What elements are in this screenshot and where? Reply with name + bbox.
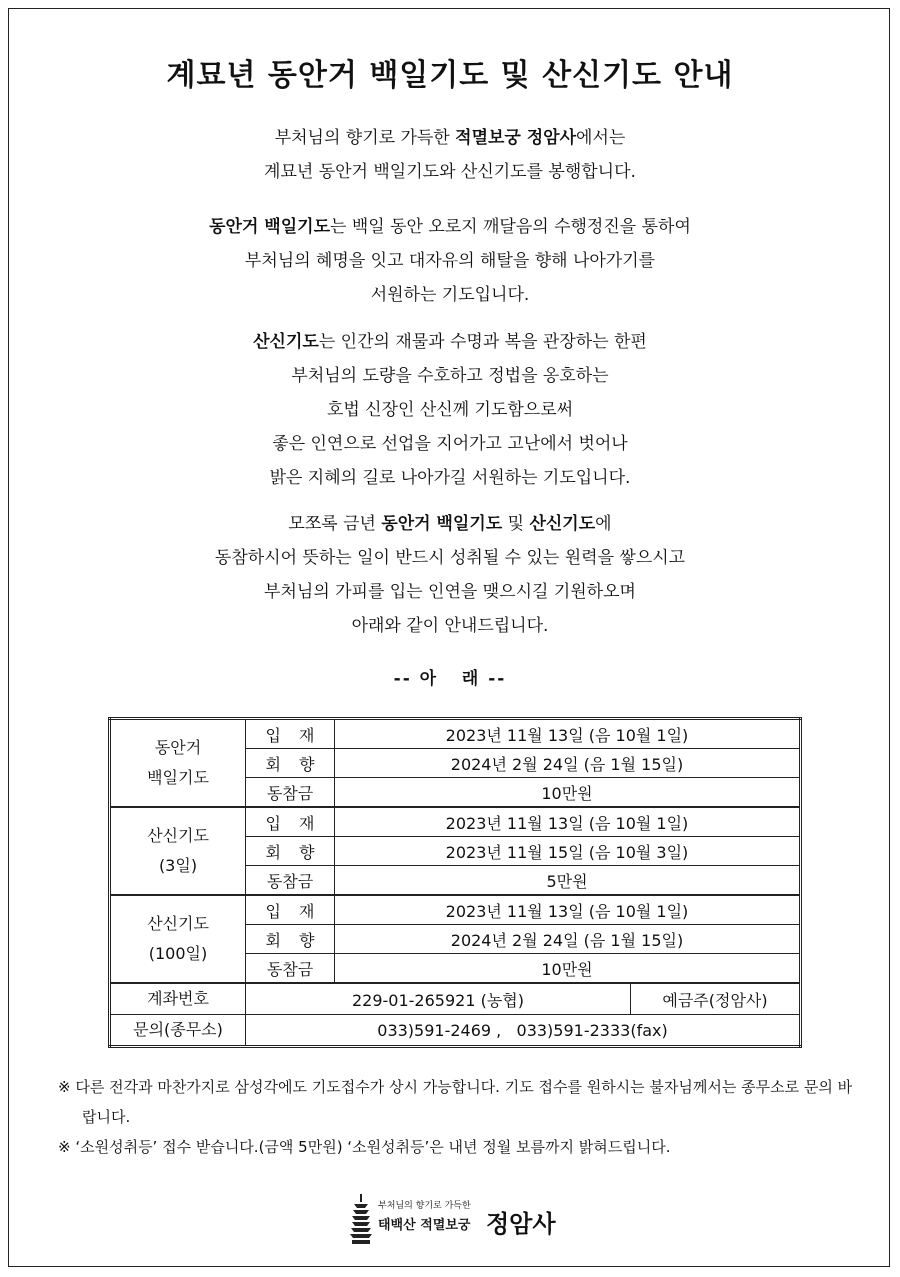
closing-paragraph: [0, 507, 900, 643]
account-label: 계좌번호: [110, 983, 246, 1015]
contact-value: 033)591-2469 , 033)591-2333(fax): [246, 1015, 801, 1047]
category-cell: 산신기도 (100일): [110, 895, 246, 983]
table-row: [110, 1015, 801, 1047]
sanshin-line-4: 좋은 인연으로 선업을 지어가고 고난에서 벗어나: [272, 434, 628, 454]
start-date: 2023년 11월 13일 (음 10월 1일): [335, 719, 801, 749]
fee-label: 동참금: [246, 866, 335, 896]
fee-value: 10만원: [335, 778, 801, 808]
logo-tagline: 부처님의 향기로 가득한: [378, 1201, 471, 1211]
baekil-line-1: 동안거 백일기도는 백일 동안 오로지 깨달음의 수행정진을 통하여: [209, 217, 691, 237]
baekil-paragraph: [0, 210, 900, 312]
start-label: 입 재: [246, 719, 335, 749]
end-date: 2024년 2월 24일 (음 1월 15일): [335, 925, 801, 954]
end-label: 회 향: [246, 925, 335, 954]
prayer-info-table: [108, 717, 802, 1048]
end-label: 회 향: [246, 749, 335, 778]
start-label: 입 재: [246, 807, 335, 837]
account-holder: 예금주(정암사): [631, 983, 801, 1015]
logo-name: 정암사: [486, 1210, 556, 1238]
account-number: 229-01-265921 (농협): [246, 983, 631, 1015]
baekil-line-2: 부처님의 혜명을 잇고 대자유의 해탈을 향해 나아가기를: [244, 251, 656, 271]
start-label: 입 재: [246, 895, 335, 925]
sanshin-line-5: 밝은 지혜의 길로 나아가길 서원하는 기도입니다.: [269, 468, 631, 488]
start-date: 2023년 11월 13일 (음 10월 1일): [335, 807, 801, 837]
fee-label: 동참금: [246, 954, 335, 984]
document-title: 계묘년 동안거 백일기도 및 산신기도 안내: [166, 58, 734, 93]
sanshin-line-3: 호법 신장인 산신께 기도함으로써: [326, 400, 574, 420]
closing-line-2: 동참하시어 뜻하는 일이 반드시 성취될 수 있는 원력을 쌓으시고: [214, 548, 686, 568]
intro-line-1: 부처님의 향기로 가득한 적멸보궁 정암사에서는: [274, 128, 626, 148]
end-date: 2023년 11월 15일 (음 10월 3일): [335, 837, 801, 866]
fee-value: 5만원: [335, 866, 801, 896]
sanshin-line-2: 부처님의 도량을 수호하고 정법을 옹호하는: [291, 366, 609, 386]
notes-section: [58, 1072, 858, 1162]
closing-line-1: 모쪼록 금년 동안거 백일기도 및 산신기도에: [288, 514, 612, 534]
fee-label: 동참금: [246, 778, 335, 808]
fee-value: 10만원: [335, 954, 801, 984]
logo-place: 태백산 적멸보궁: [378, 1218, 471, 1233]
note-item: ※ 다른 전각과 마찬가지로 삼성각에도 기도접수가 상시 가능합니다. 기도 접수를 원하시는 불자님께서는 종무소로 문의 바랍니다.: [58, 1078, 853, 1126]
category-cell: 동안거 백일기도: [110, 719, 246, 808]
contact-label: 문의(종무소): [110, 1015, 246, 1047]
temple-logo: [350, 1194, 580, 1244]
table-row: [110, 895, 801, 925]
intro-line-2: 계묘년 동안거 백일기도와 산신기도를 봉행합니다.: [264, 162, 636, 182]
section-heading-arae: -- 아 래 --: [393, 669, 507, 689]
table-row: [110, 719, 801, 749]
sanshin-paragraph: [0, 325, 900, 495]
closing-line-4: 아래와 같이 안내드립니다.: [351, 616, 549, 636]
intro-paragraph: [0, 121, 900, 189]
table-row: [110, 807, 801, 837]
note-item: ※ ‘소원성취등’ 접수 받습니다.(금액 5만원) ‘소원성취등’은 내년 정월 보름까지 밝혀드립니다.: [58, 1138, 671, 1156]
table-row: [110, 983, 801, 1015]
pagoda-icon: [350, 1194, 372, 1244]
sanshin-line-1: 산신기도는 인간의 재물과 수명과 복을 관장하는 한편: [253, 332, 647, 352]
category-cell: 산신기도 (3일): [110, 807, 246, 895]
baekil-line-3: 서원하는 기도입니다.: [370, 285, 530, 305]
end-date: 2024년 2월 24일 (음 1월 15일): [335, 749, 801, 778]
end-label: 회 향: [246, 837, 335, 866]
closing-line-3: 부처님의 가피를 입는 인연을 맺으시길 기원하오며: [264, 582, 636, 602]
start-date: 2023년 11월 13일 (음 10월 1일): [335, 895, 801, 925]
